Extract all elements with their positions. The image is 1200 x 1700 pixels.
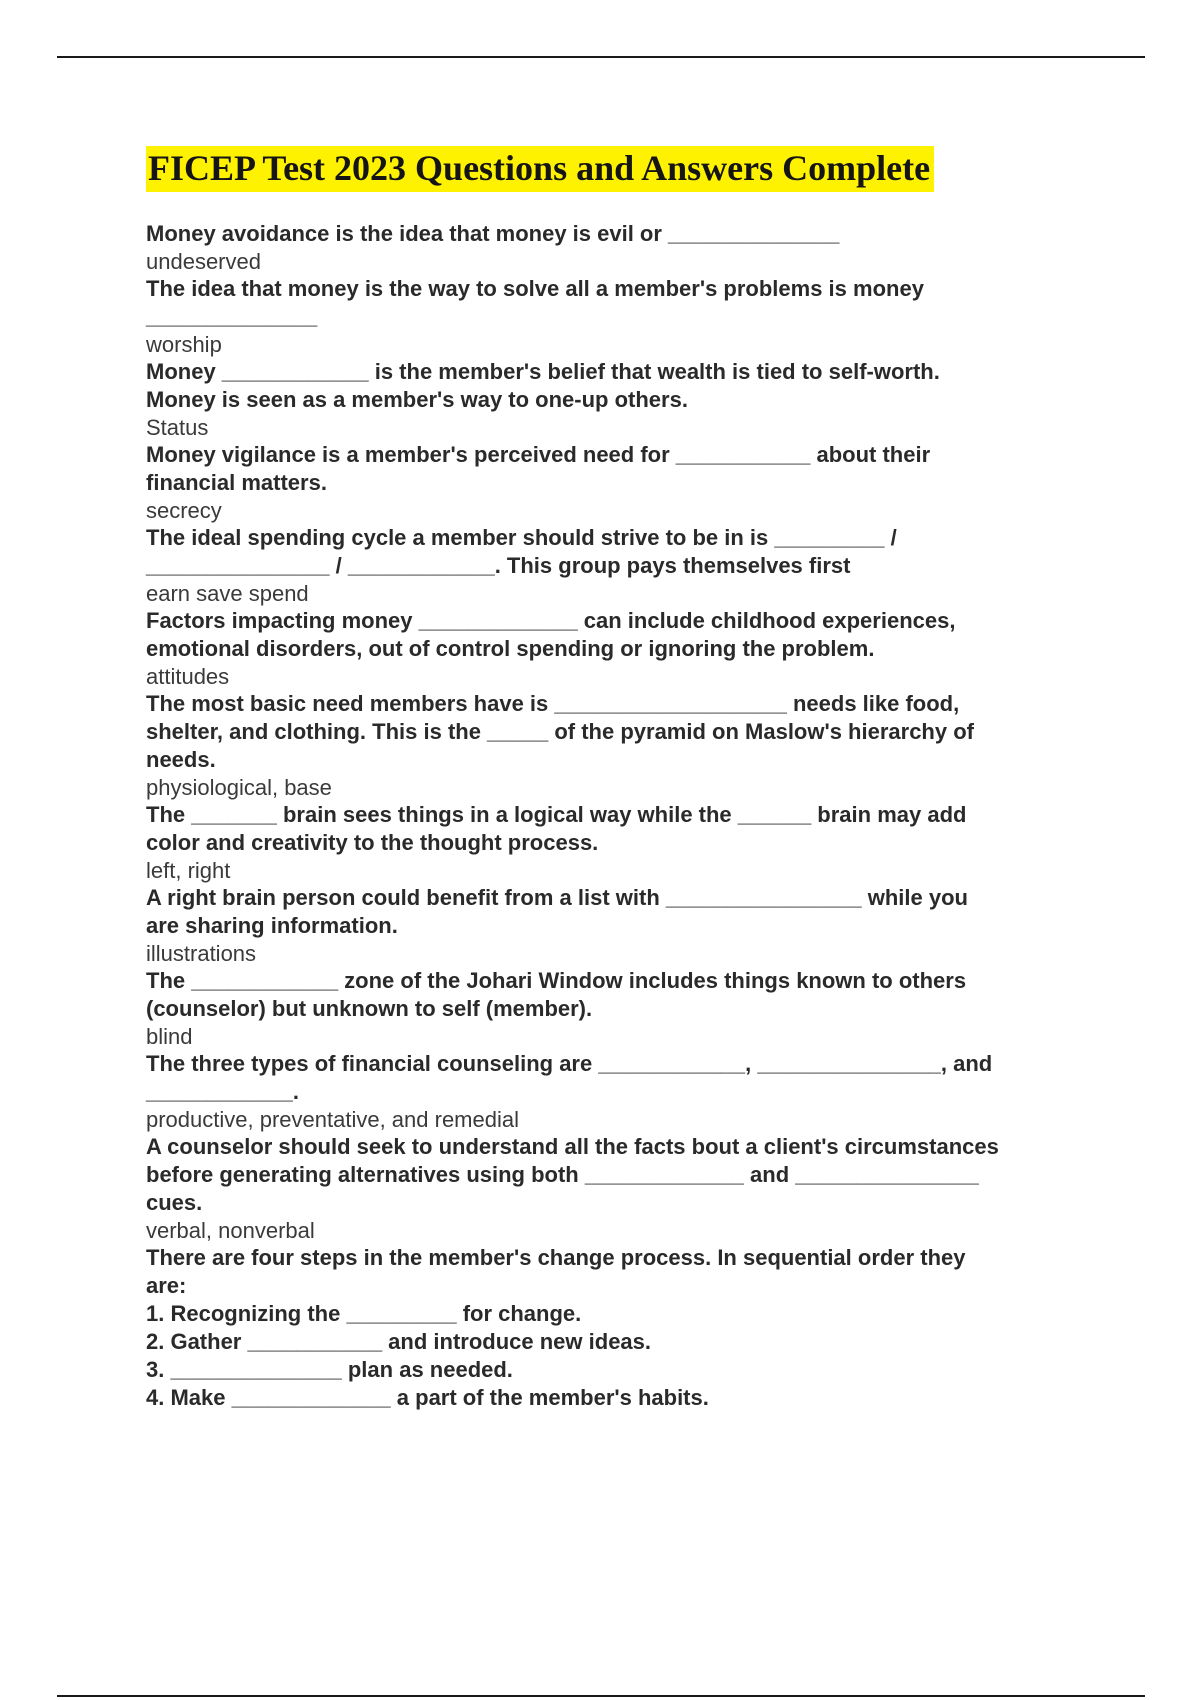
document-title: FICEP Test 2023 Questions and Answers Complete [146, 146, 934, 192]
answer-text: physiological, base [146, 775, 332, 800]
question-text: Money avoidance is the idea that money is evil or ______________ [146, 221, 840, 246]
answer-text: Status [146, 415, 209, 440]
question-text: A right brain person could benefit from a list with ________________ while you are sharing information. [146, 885, 968, 938]
answer-text: attitudes [146, 664, 230, 689]
answer-text: productive, preventative, and remedial [146, 1107, 519, 1132]
bottom-divider [57, 1695, 1145, 1697]
question-text: There are four steps in the member's change process. In sequential order they are: 1. Recognizing the _________ for change. 2. Gather ___________ and introduce new ideas. 3. ______________ plan as needed. 4. Make _____________ a part of the member's habits. [146, 1245, 966, 1410]
answer-text: left, right [146, 858, 231, 883]
top-divider [57, 56, 1145, 58]
question-text: The ____________ zone of the Johari Window includes things known to others (counselor) but unknown to self (member). [146, 968, 967, 1021]
question-text: Money vigilance is a member's perceived need for ___________ about their financial matters. [146, 442, 931, 495]
question-text: The most basic need members have is ___________________ needs like food, shelter, and clothing. This is the _____ of the pyramid on Maslow's hierarchy of needs. [146, 691, 974, 772]
answer-text: secrecy [146, 498, 222, 523]
answer-text: undeserved [146, 249, 261, 274]
qa-list [146, 220, 1096, 1412]
question-text: The three types of financial counseling are ____________, _______________, and ____________. [146, 1051, 993, 1104]
answer-text: worship [146, 332, 222, 357]
answer-text: blind [146, 1024, 193, 1049]
question-text: The _______ brain sees things in a logical way while the ______ brain may add color and creativity to the thought process. [146, 802, 967, 855]
question-text: The ideal spending cycle a member should strive to be in is _________ / _______________ / ____________. This group pays themselves first [146, 525, 897, 578]
answer-text: earn save spend [146, 581, 309, 606]
document-body [146, 146, 1096, 1412]
answer-text: verbal, nonverbal [146, 1218, 315, 1243]
answer-text: illustrations [146, 941, 257, 966]
question-text: Money ____________ is the member's belief that wealth is tied to self-worth. Money is seen as a member's way to one-up others. [146, 359, 940, 412]
question-text: A counselor should seek to understand all the facts bout a client's circumstances before generating alternatives using both _____________ and _______________ cues. [146, 1134, 999, 1215]
question-text: The idea that money is the way to solve all a member's problems is money ______________ [146, 276, 924, 329]
question-text: Factors impacting money _____________ can include childhood experiences, emotional disorders, out of control spending or ignoring the problem. [146, 608, 956, 661]
